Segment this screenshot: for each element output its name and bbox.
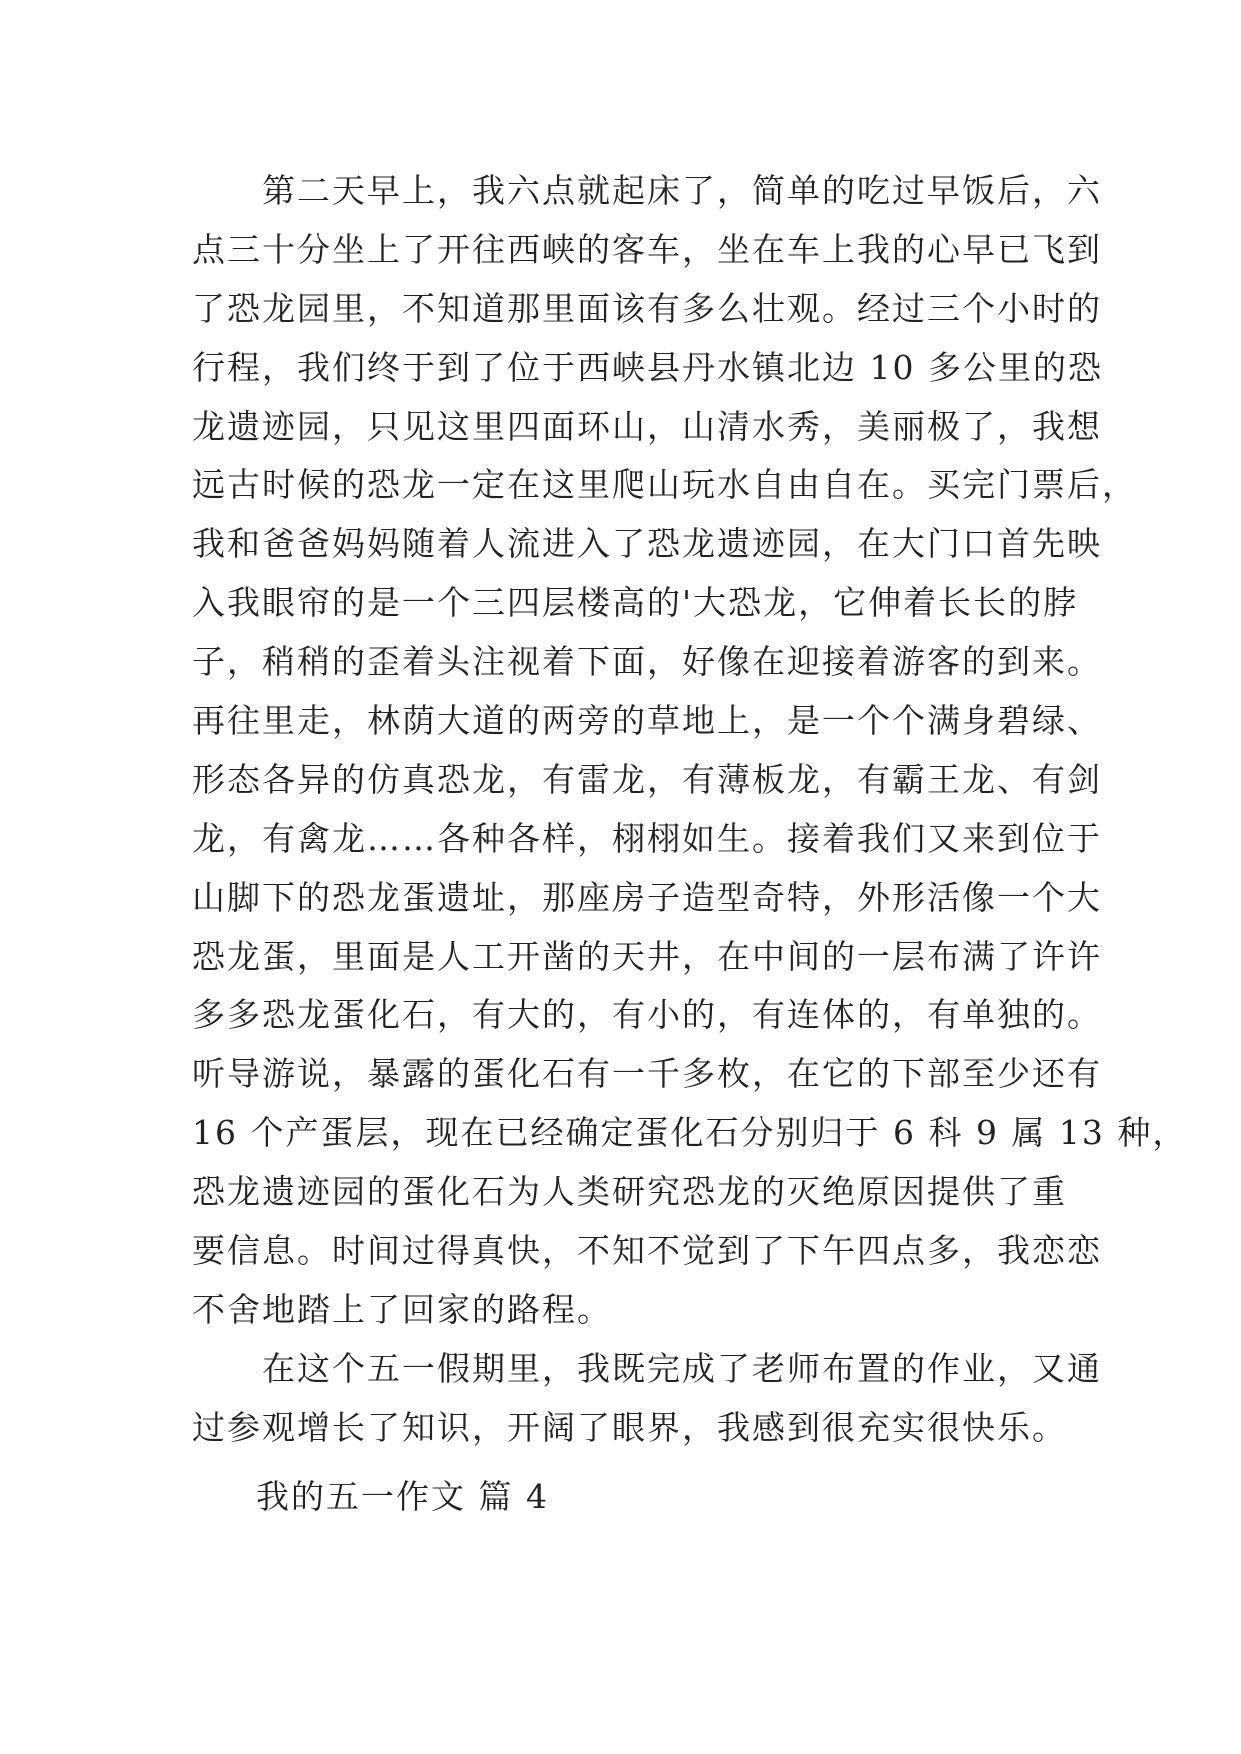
- paragraph-1: [192, 162, 1188, 1340]
- text-line: 第二天早上，我六点就起床了，简单的吃过早饭后，六: [192, 171, 1102, 210]
- text-line: 再往里走，林荫大道的两旁的草地上，是一个个满身碧绿、: [192, 701, 1102, 741]
- text-line: 龙遗迹园，只见这里四面环山，山清水秀，美丽极了，我想: [192, 406, 1102, 446]
- text-line: 子，稍稍的歪着头注视着下面，好像在迎接着游客的到来。: [192, 642, 1102, 682]
- paragraph-2: [192, 1340, 1102, 1458]
- text-line: 山脚下的恐龙蛋遗址，那座房子造型奇特，外形活像一个大: [192, 877, 1102, 917]
- text-line: 不舍地踏上了回家的路程。: [192, 1289, 612, 1329]
- text-line: 远古时候的恐龙一定在这里爬山玩水自由自在。买完门票后，: [192, 465, 1137, 505]
- text-line: 听导游说，暴露的蛋化石有一千多枚，在它的下部至少还有: [192, 1054, 1102, 1094]
- text-line: 我和爸爸妈妈随着人流进入了恐龙遗迹园，在大门口首先映: [192, 524, 1102, 564]
- text-line: 恐龙遗迹园的蛋化石为人类研究恐龙的灭绝原因提供了重: [192, 1172, 1067, 1212]
- text-line: 恐龙蛋，里面是人工开凿的天井，在中间的一层布满了许许: [192, 936, 1102, 976]
- text-line: 入我眼帘的是一个三四层楼高的'大恐龙，它伸着长长的脖: [192, 583, 1079, 623]
- text-line: 过参观增长了知识，开阔了眼界，我感到很充实很快乐。: [192, 1407, 1067, 1447]
- section-heading: 我的五一作文 篇 4: [256, 1477, 549, 1516]
- text-line: 在这个五一假期里，我既完成了老师布置的作业，又通: [192, 1348, 1102, 1388]
- text-line: 要信息。时间过得真快，不知不觉到了下午四点多，我恋恋: [192, 1231, 1102, 1271]
- text-line: 点三十分坐上了开往西峡的客车，坐在车上我的心早已飞到: [192, 229, 1102, 269]
- text-line: 了恐龙园里，不知道那里面该有多么壮观。经过三个小时的: [192, 288, 1102, 328]
- text-line: 多多恐龙蛋化石，有大的，有小的，有连体的，有单独的。: [192, 995, 1102, 1035]
- text-line: 行程，我们终于到了位于西峡县丹水镇北边 10 多公里的恐: [192, 347, 1103, 387]
- article-body: [192, 162, 1188, 1458]
- text-line: 形态各异的仿真恐龙，有雷龙，有薄板龙，有霸王龙、有剑: [192, 759, 1102, 799]
- text-line: 16 个产蛋层，现在已经确定蛋化石分别归于 6 科 9 属 13 种，: [192, 1113, 1188, 1153]
- text-line: 龙，有禽龙……各种各样，栩栩如生。接着我们又来到位于: [192, 818, 1102, 858]
